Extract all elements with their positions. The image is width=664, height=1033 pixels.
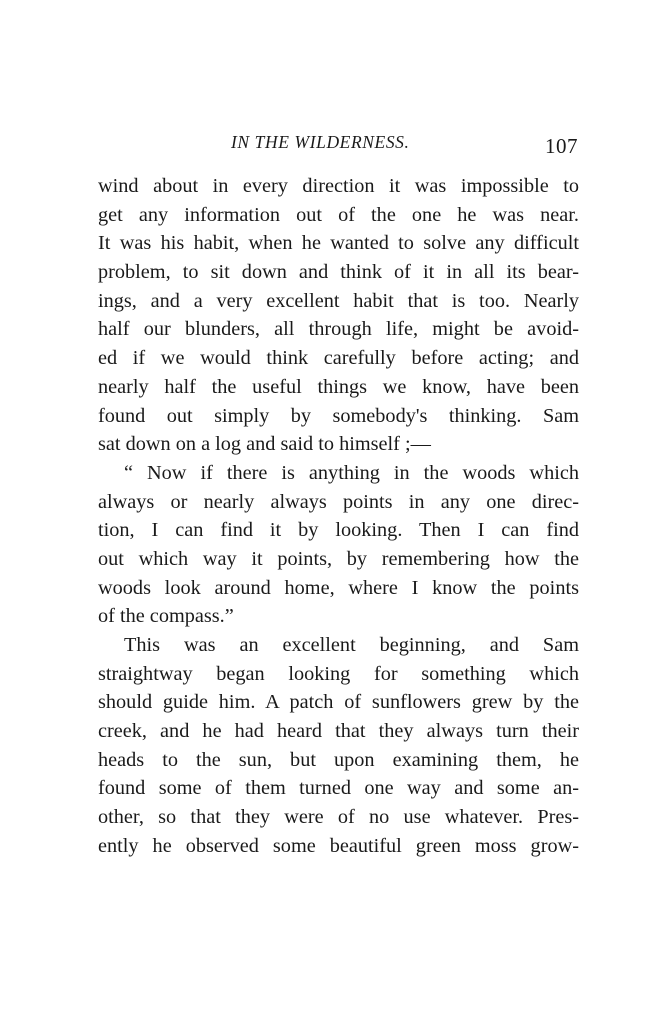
text-line: found some of them turned one way and some an- — [98, 777, 579, 800]
text-line: other, so that they were of no use whatever. Pres- — [98, 806, 579, 829]
text-line: straightway began looking for something which — [98, 662, 579, 685]
text-line: heads to the sun, but upon examining them, he — [98, 748, 579, 771]
text-line: ings, and a very excellent habit that is too. Nearly — [98, 289, 579, 312]
text-line: always or nearly always points in any one direc- — [98, 490, 579, 513]
body-text — [98, 172, 579, 861]
text-line: It was his habit, when he wanted to solve any difficult — [98, 232, 579, 255]
page-number: 107 — [545, 134, 578, 158]
text-line: ed if we would think carefully before acting; and — [98, 347, 579, 370]
running-title: IN THE WILDERNESS. — [231, 132, 410, 152]
text-line: get any information out of the one he was near. — [98, 203, 579, 226]
page-header — [98, 132, 580, 164]
text-line: creek, and he had heard that they always turn their — [98, 720, 579, 743]
text-line: half our blunders, all through life, might be avoid- — [98, 318, 579, 341]
text-line: “ Now if there is anything in the woods which — [124, 461, 579, 484]
text-line: out which way it points, by remembering how the — [98, 547, 579, 570]
text-line: ently he observed some beautiful green moss grow- — [98, 834, 579, 857]
text-line: This was an excellent beginning, and Sam — [124, 634, 579, 656]
text-line: found out simply by somebody's thinking. Sam — [98, 404, 579, 427]
text-line: sat down on a log and said to himself ;— — [98, 433, 431, 456]
text-line: problem, to sit down and think of it in all its bear- — [98, 261, 579, 284]
text-line: wind about in every direction it was impossible to — [98, 175, 579, 197]
text-line: should guide him. A patch of sunflowers grew by the — [98, 691, 579, 714]
text-line: of the compass.” — [98, 605, 234, 628]
text-line: nearly half the useful things we know, have been — [98, 375, 579, 398]
text-line: tion, I can find it by looking. Then I can find — [98, 519, 579, 542]
text-line: woods look around home, where I know the points — [98, 576, 579, 599]
